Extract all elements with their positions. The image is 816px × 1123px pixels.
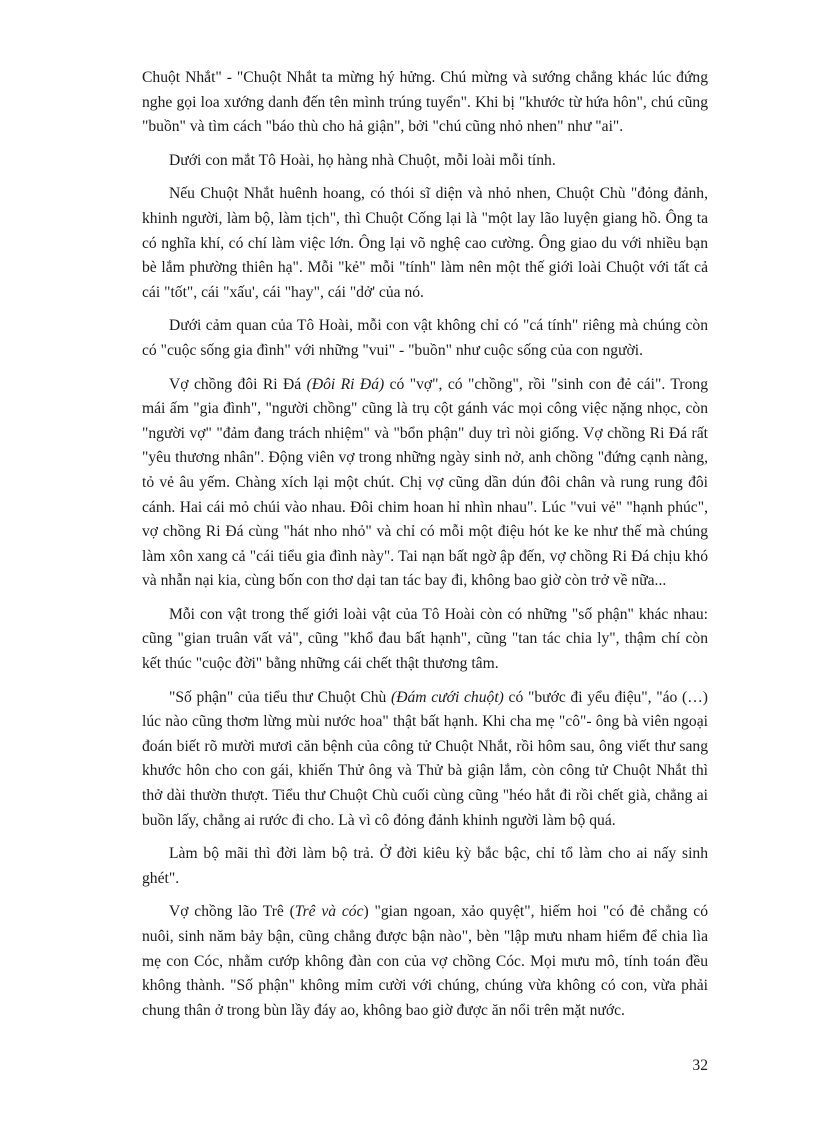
paragraph-text: Mỗi con vật trong thế giới loài vật của Tô Hoài còn có những "số phận" khác nhau: cũng "gian truân vất vả", cũng "khổ đau bất hạnh", cũng "tan tác chia ly", thậm chí còn kết thúc "cuộc đời" bằng những cái chết thật thương tâm. bbox=[142, 605, 708, 673]
paragraph-text: có "bước đi yểu điệu", "áo (…) lúc nào cũng thơm lừng mùi nước hoa" thật bất hạnh. Khi cha mẹ "cô"- ông bà viên ngoại đoán biết rõ mười mươi căn bệnh của công tử Chuột Nhắt, rồi hôm sau, ông viết thư sang khước hôn cho con gái, khiến Thử ông và Thử bà giận lắm, còn công tử Chuột Nhắt thì thở dài thườn thượt. Tiểu thư Chuột Chù cuối cùng cũng "héo hắt đi rồi chết già, chẳng ai buồn lấy, chẳng ai rước đi cho. Là vì cô đỏng đảnh khinh người làm bộ quá. bbox=[142, 688, 708, 829]
paragraph bbox=[142, 686, 708, 834]
paragraph-text: ) "gian ngoan, xảo quyệt", hiếm hoi "có đẻ chẳng có nuôi, sinh năm bảy bận, cũng chẳng được bận nào", bèn "lập mưu nham hiểm để chia lìa mẹ con Cóc, nhằm cướp không đàn con của vợ chồng Cóc. Mọi mưu mô, tính toán đều không thành. "Số phận" không mỉm cười với chúng, chúng vừa không có con, vừa phải chung thân ở trong bùn lầy đáy ao, không bao giờ được ăn nổi trên mặt nước. bbox=[142, 903, 708, 1019]
paragraph bbox=[142, 842, 708, 891]
paragraph-text: "Số phận" của tiểu thư Chuột Chù bbox=[169, 688, 392, 706]
paragraph bbox=[142, 314, 708, 363]
paragraph bbox=[142, 66, 708, 140]
document-body bbox=[142, 66, 708, 1023]
paragraph bbox=[142, 603, 708, 677]
italic-title: Trê và cóc bbox=[294, 903, 364, 921]
paragraph-text: Dưới con mắt Tô Hoài, họ hàng nhà Chuột, mỗi loài mỗi tính. bbox=[169, 151, 556, 169]
paragraph bbox=[142, 900, 708, 1023]
paragraph bbox=[142, 182, 708, 305]
paragraph-text: Dưới cảm quan của Tô Hoài, mỗi con vật không chỉ có "cá tính" riêng mà chúng còn có "cuộc sống gia đình" với những "vui" - "buồn" như cuộc sống của con người. bbox=[142, 317, 708, 359]
paragraph-text: Vợ chồng đôi Ri Đá bbox=[169, 375, 307, 393]
paragraph bbox=[142, 373, 708, 594]
italic-title: (Đôi Ri Đá) bbox=[306, 375, 385, 393]
paragraph-text: có "vợ", có "chồng", rồi "sinh con đẻ cái". Trong mái ấm "gia đình", "người chồng" cũng là trụ cột gánh vác mọi công việc nặng nhọc, còn "người vợ" "đảm đang trách nhiệm" và "bổn phận" duy trì nòi giống. Vợ chồng Ri Đá rất "yêu thương nhân". Động viên vợ trong những ngày sinh nở, anh chồng "đứng cạnh nàng, tỏ vẻ âu yếm. Chàng xích lại một chút. Chị vợ cũng dần dún đôi chân và rung rung đôi cánh. Hai cái mỏ chúi vào nhau. Đôi chim hoan hỉ nhìn nhau". Lúc "vui vẻ" "hạnh phúc", vợ chồng Ri Đá cùng "hát nho nhỏ" và chỉ có mỗi một điệu hót ke ke như thế mà chúng làm xôn xang cả "cái tiểu gia đình này". Tai nạn bất ngờ ập đến, vợ chồng Ri Đá chịu khó và nhẫn nại kia, cùng bốn con thơ dại tan tác bay đi, không bao giờ còn trở về nữa... bbox=[142, 375, 708, 590]
paragraph bbox=[142, 149, 708, 174]
paragraph-text: Chuột Nhắt" - "Chuột Nhắt ta mừng hý hửng. Chú mừng và sướng chẳng khác lúc đứng nghe gọi loa xướng danh đến tên mình trúng tuyển". Khi bị "khước từ hứa hôn", chú cũng "buồn" và tìm cách "báo thù cho hả giận", bởi "chú cũng nhỏ nhen" như "ai". bbox=[142, 69, 708, 136]
italic-title: (Đám cưới chuột) bbox=[391, 688, 504, 706]
page-number: 32 bbox=[692, 1057, 708, 1074]
paragraph-text: Vợ chồng lão Trê ( bbox=[169, 903, 295, 921]
paragraph-text: Làm bộ mãi thì đời làm bộ trả. Ở đời kiêu kỳ bắc bậc, chỉ tổ làm cho ai nấy sinh ghét". bbox=[142, 845, 708, 887]
paragraph-text: Nếu Chuột Nhắt huênh hoang, có thói sĩ diện và nhỏ nhen, Chuột Chù "đỏng đảnh, khinh người, làm bộ, làm tịch", thì Chuột Cống lại là "một lay lão luyện giang hồ. Ông ta có nghĩa khí, có chí làm việc lớn. Ông lại võ nghệ cao cường. Ông giao du với nhiều bạn bè lắm phường thiên hạ". Mỗi "kẻ" mỗi "tính" làm nên một thế giới loài Chuột với tất cả cái "tốt", cái "xấu', cái "hay", cái "dở' của nó. bbox=[142, 185, 708, 301]
